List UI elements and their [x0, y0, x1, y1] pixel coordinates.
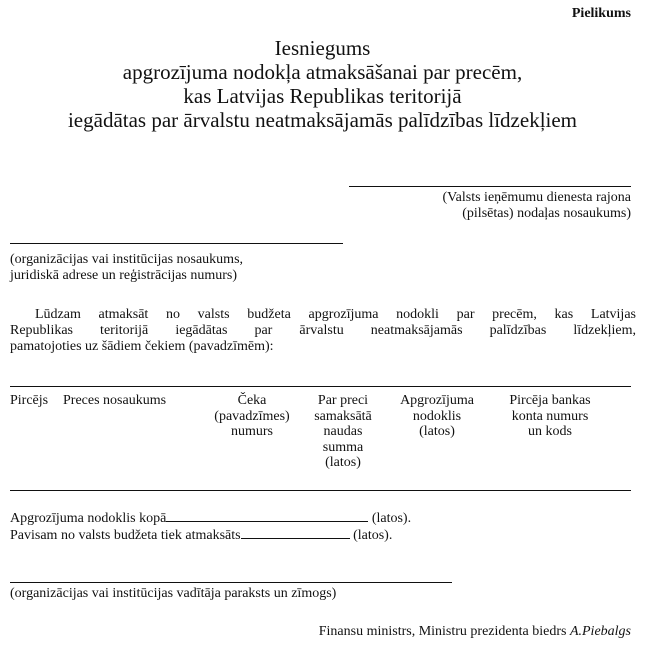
title-line-4: iegādātas par ārvalstu neatmaksājamās palīdzības līdzekļiem: [67, 108, 578, 132]
request-line-2: Republikas teritorijā iegādātas par ārvalstu neatmaksājamās palīdzības līdzekļiem,: [10, 323, 636, 338]
table-bottom-rule: [10, 490, 631, 491]
header-text: (pavadzīmes): [214, 408, 290, 424]
org-caption-line-2: juridiskā adrese un reģistrācijas numurs): [10, 268, 238, 283]
signature-caption: (organizācijas vai institūcijas vadītāja paraksts un zīmogs): [10, 586, 337, 601]
header-text: konta numurs: [511, 408, 589, 424]
header-text: Apgrozījuma: [400, 393, 474, 408]
org-caption-line-1: (organizācijas vai institūcijas nosaukums,: [10, 252, 244, 267]
header-text: numurs: [231, 424, 273, 439]
header-text: samaksātā: [314, 408, 372, 424]
refund-unit: (latos).: [353, 528, 393, 543]
minister-name: A.Piebalgs: [569, 624, 631, 639]
tax-total-row: [10, 509, 411, 527]
refund-label: Pavisam no valsts budžeta tiek atmaksāts: [10, 528, 241, 543]
request-line-1: Lūdzam atmaksāt no valsts budžeta apgrozījuma nodokli par precēm, kas Latvijas: [35, 307, 636, 322]
tax-total-label: Apgrozījuma nodoklis kopā: [10, 511, 167, 526]
header-text: Pircējs: [10, 393, 49, 408]
request-line-3: pamatojoties uz šādiem čekiem (pavadzīmēm):: [10, 339, 274, 354]
tax-total-unit: (latos).: [371, 511, 412, 526]
title-line-1: Iesniegums: [274, 36, 371, 60]
header-text: Par preci: [317, 393, 369, 408]
table-header-bank-account: [490, 393, 610, 440]
header-text: nodoklis: [412, 408, 462, 424]
header-text: (latos): [419, 424, 455, 439]
header-text: Preces nosaukums: [63, 393, 167, 408]
title-line-2: apgrozījuma nodokļa atmaksāšanai par precēm,: [122, 60, 523, 84]
header-text: naudas: [323, 424, 363, 439]
minister-title: Finansu ministrs, Ministru prezidenta biedrs: [318, 624, 567, 639]
header-text: un kods: [528, 424, 572, 439]
table-header-buyer: [10, 393, 48, 409]
vid-caption-line-1: (Valsts ieņēmumu dienesta rajona: [442, 190, 631, 205]
org-caption: [10, 252, 243, 284]
header-text: Čeka: [237, 393, 267, 408]
table-header-amount-paid: [305, 393, 381, 471]
vid-caption-line-2: (pilsētas) nodaļas nosaukums): [462, 206, 631, 221]
refund-row: [10, 526, 392, 544]
table-header-receipt-number: [202, 393, 302, 440]
request-paragraph: [10, 307, 636, 355]
table-top-rule: [10, 386, 631, 387]
title-line-3: kas Latvijas Republikas teritorijā: [183, 84, 462, 108]
refund-field[interactable]: [241, 526, 350, 539]
vid-signature-line: [349, 186, 631, 187]
org-signature-line: [10, 243, 343, 244]
head-signature-line: [10, 582, 452, 583]
table-header-goods-name: [63, 393, 166, 409]
tax-total-field[interactable]: [166, 509, 368, 522]
appendix-label: Pielikums: [571, 6, 631, 21]
header-text: summa: [322, 439, 364, 455]
vid-caption: [442, 190, 631, 222]
header-text: Pircēja bankas: [509, 393, 591, 408]
minister-signature: [319, 624, 631, 640]
header-text: (latos): [325, 455, 361, 470]
table-header-turnover-tax: [384, 393, 490, 440]
document-title: [0, 36, 645, 132]
